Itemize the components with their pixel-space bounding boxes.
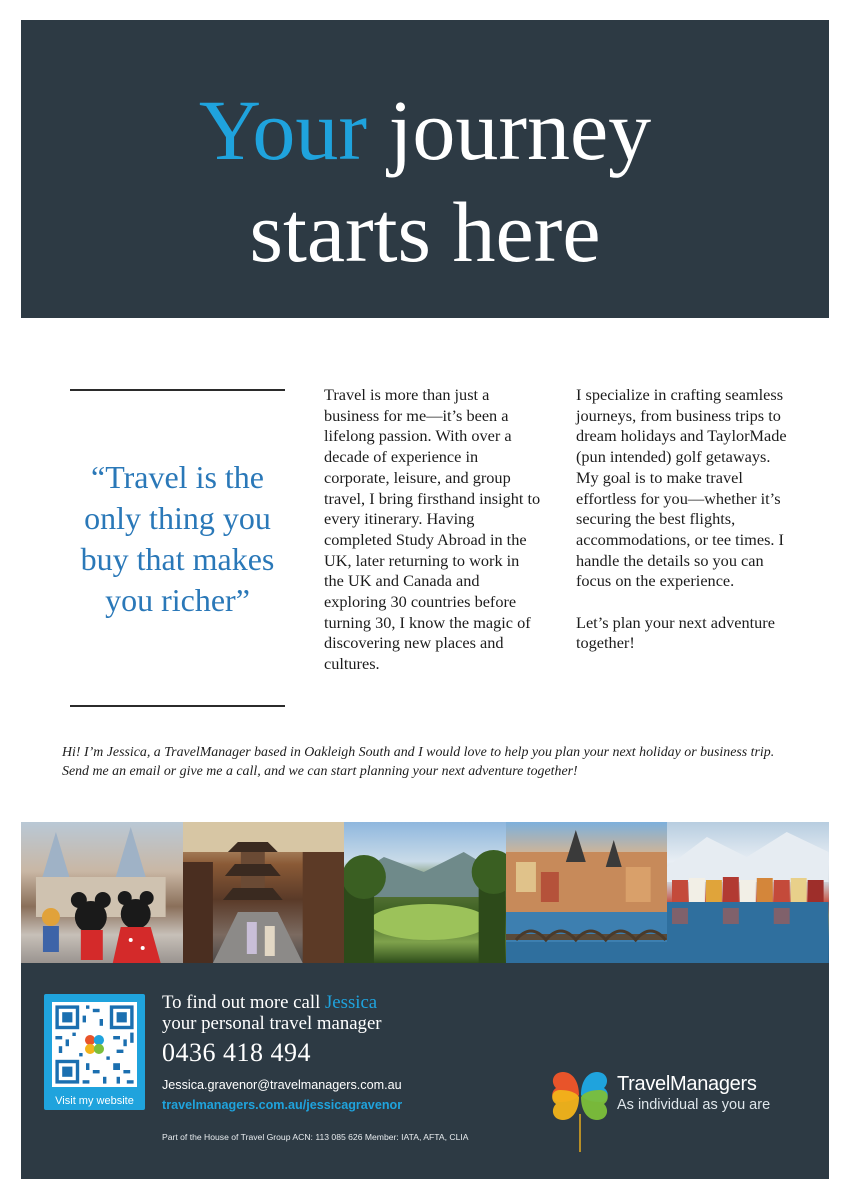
brand-name: TravelManagers [617,1073,757,1095]
cta-prefix: To find out more call [162,992,325,1013]
pull-quote-text: “Travel is the only thing you buy that makes you richer” [80,459,275,618]
hero-banner [21,20,829,318]
body-column-1 [324,385,542,675]
cta-line2: your personal travel manager [162,1013,382,1034]
photo-prague [506,822,668,963]
website-link[interactable]: travelmanagers.com.au/jessicagravenor [162,1098,403,1112]
photo-golf-course [344,822,506,963]
bergen-illustration [667,822,829,963]
body-paragraph: Travel is more than just a business for me—it’s been a lifelong passion. With over a decade of experience in corporate, leisure, and group travel, I bring firsthand insight to every itinerary. Having completed Study Abroad in the UK, later returning to work in the UK and Canada and exploring 30 countries before turning 30, I know the magic of discovering new places and cultures. [324,385,541,674]
prague-illustration [506,822,668,963]
photo-kyoto [183,822,345,963]
hero-title-rest: journey [366,82,652,178]
hero-title-line1 [21,82,829,178]
contact-footer [21,963,829,1179]
photo-disneyland [21,822,183,963]
golf-course-illustration [344,822,506,963]
phone-number[interactable]: 0436 418 494 [162,1038,311,1067]
qr-code-button[interactable] [44,994,145,1110]
body-paragraph: I specialize in crafting seamless journeys, from business trips to dream holidays and TaylorMade (pun intended) golf getaways. My goal is to make travel effortless for you—whether it’s securing the best flights, accommodations, or tee times. I handle the details so you can focus on the experience. [576,385,787,591]
cta-line1 [162,992,377,1013]
email-link[interactable]: Jessica.gravenor@travelmanagers.com.au [162,1078,402,1092]
body-column-2 [576,385,794,654]
legal-text: Part of the House of Travel Group ACN: 113 085 626 Member: IATA, AFTA, CLIA [162,1132,469,1142]
qr-code-icon [52,1002,137,1087]
intro-text: Hi! I’m Jessica, a TravelManager based in Oakleigh South and I would love to help you plan your next holiday or business trip. Send me an email or give me a call, and we can start planning your next adventure together! [62,745,775,779]
qr-code-pattern [52,1002,137,1087]
hero-title-line2: starts here [249,184,601,280]
photo-strip [21,822,829,963]
body-paragraph: Let’s plan your next adventure together! [576,612,775,653]
photo-bergen [667,822,829,963]
kyoto-pagoda-illustration [183,822,345,963]
hero-title-highlight: Your [198,82,367,178]
pull-quote [70,389,285,707]
disneyland-illustration [21,822,183,963]
qr-label: Visit my website [55,1095,134,1107]
cta-name: Jessica [324,992,378,1013]
brand-tagline: As individual as you are [617,1097,771,1113]
clover-logo-icon [548,1064,612,1154]
